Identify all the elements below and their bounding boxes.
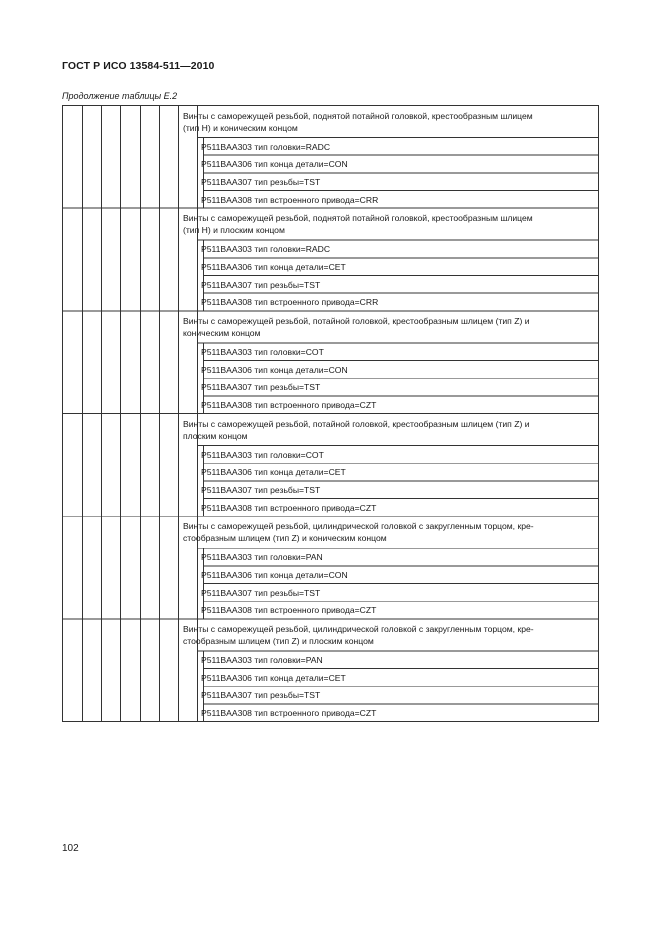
attribute-row: P511BAA307 тип резьбы=TST [201,176,321,187]
group-title: Винты с саморежущей резьбой, цилиндрической головкой с закругленным торцом, кре- [183,623,534,634]
document-header: ГОСТ Р ИСО 13584-511—2010 [62,60,215,72]
group-title: стообразным шлицем (тип Z) и плоским концом [183,635,374,646]
attribute-row: P511BAA307 тип резьбы=TST [201,587,321,598]
group-title: Винты с саморежущей резьбой, поднятой потайной головкой, крестообразным шлицем [183,213,533,224]
attribute-row: P511BAA303 тип головки=RADC [201,244,331,255]
group-title: Винты с саморежущей резьбой, потайной головкой, крестообразным шлицем (тип Z) и [183,418,530,429]
group-title: плоским концом [183,430,248,441]
attribute-row: P511BAA307 тип резьбы=TST [201,690,321,701]
group-title: (тип H) и коническим концом [183,122,298,133]
attribute-row: P511BAA308 тип встроенного привода=CRR [201,194,379,205]
attribute-row: P511BAA306 тип конца детали=CON [201,569,348,580]
attribute-row: P511BAA306 тип конца детали=CET [201,672,346,683]
attribute-row: P511BAA303 тип головки=PAN [201,654,323,665]
attribute-row: P511BAA303 тип головки=PAN [201,552,323,563]
attribute-row: P511BAA307 тип резьбы=TST [201,279,321,290]
attribute-row: P511BAA307 тип резьбы=TST [201,484,321,495]
attribute-row: P511BAA303 тип головки=RADC [201,141,331,152]
attribute-row: P511BAA306 тип конца детали=CET [201,467,346,478]
group-title: Винты с саморежущей резьбой, цилиндрической головкой с закругленным торцом, кре- [183,521,534,532]
attribute-row: P511BAA303 тип головки=COT [201,449,324,460]
attribute-row: P511BAA306 тип конца детали=CON [201,364,348,375]
attribute-row: P511BAA306 тип конца детали=CET [201,261,346,272]
attribute-row: P511BAA308 тип встроенного привода=CZT [201,399,377,410]
group-title: (тип H) и плоским концом [183,225,285,236]
group-title: коническим концом [183,327,261,338]
attribute-row: P511BAA308 тип встроенного привода=CZT [201,502,377,513]
attribute-row: P511BAA307 тип резьбы=TST [201,382,321,393]
table-caption: Продолжение таблицы Е.2 [62,91,178,101]
attribute-row: P511BAA308 тип встроенного привода=CZT [201,707,377,718]
group-title: стообразным шлицем (тип Z) и коническим концом [183,533,387,544]
group-title: Винты с саморежущей резьбой, потайной головкой, крестообразным шлицем (тип Z) и [183,315,530,326]
attribute-row: P511BAA308 тип встроенного привода=CZT [201,605,377,616]
attribute-row: P511BAA306 тип конца детали=CON [201,159,348,170]
page-number: 102 [62,843,79,854]
group-title: Винты с саморежущей резьбой, поднятой потайной головкой, крестообразным шлицем [183,110,533,121]
attribute-row: P511BAA308 тип встроенного привода=CRR [201,297,379,308]
attribute-row: P511BAA303 тип головки=COT [201,346,324,357]
